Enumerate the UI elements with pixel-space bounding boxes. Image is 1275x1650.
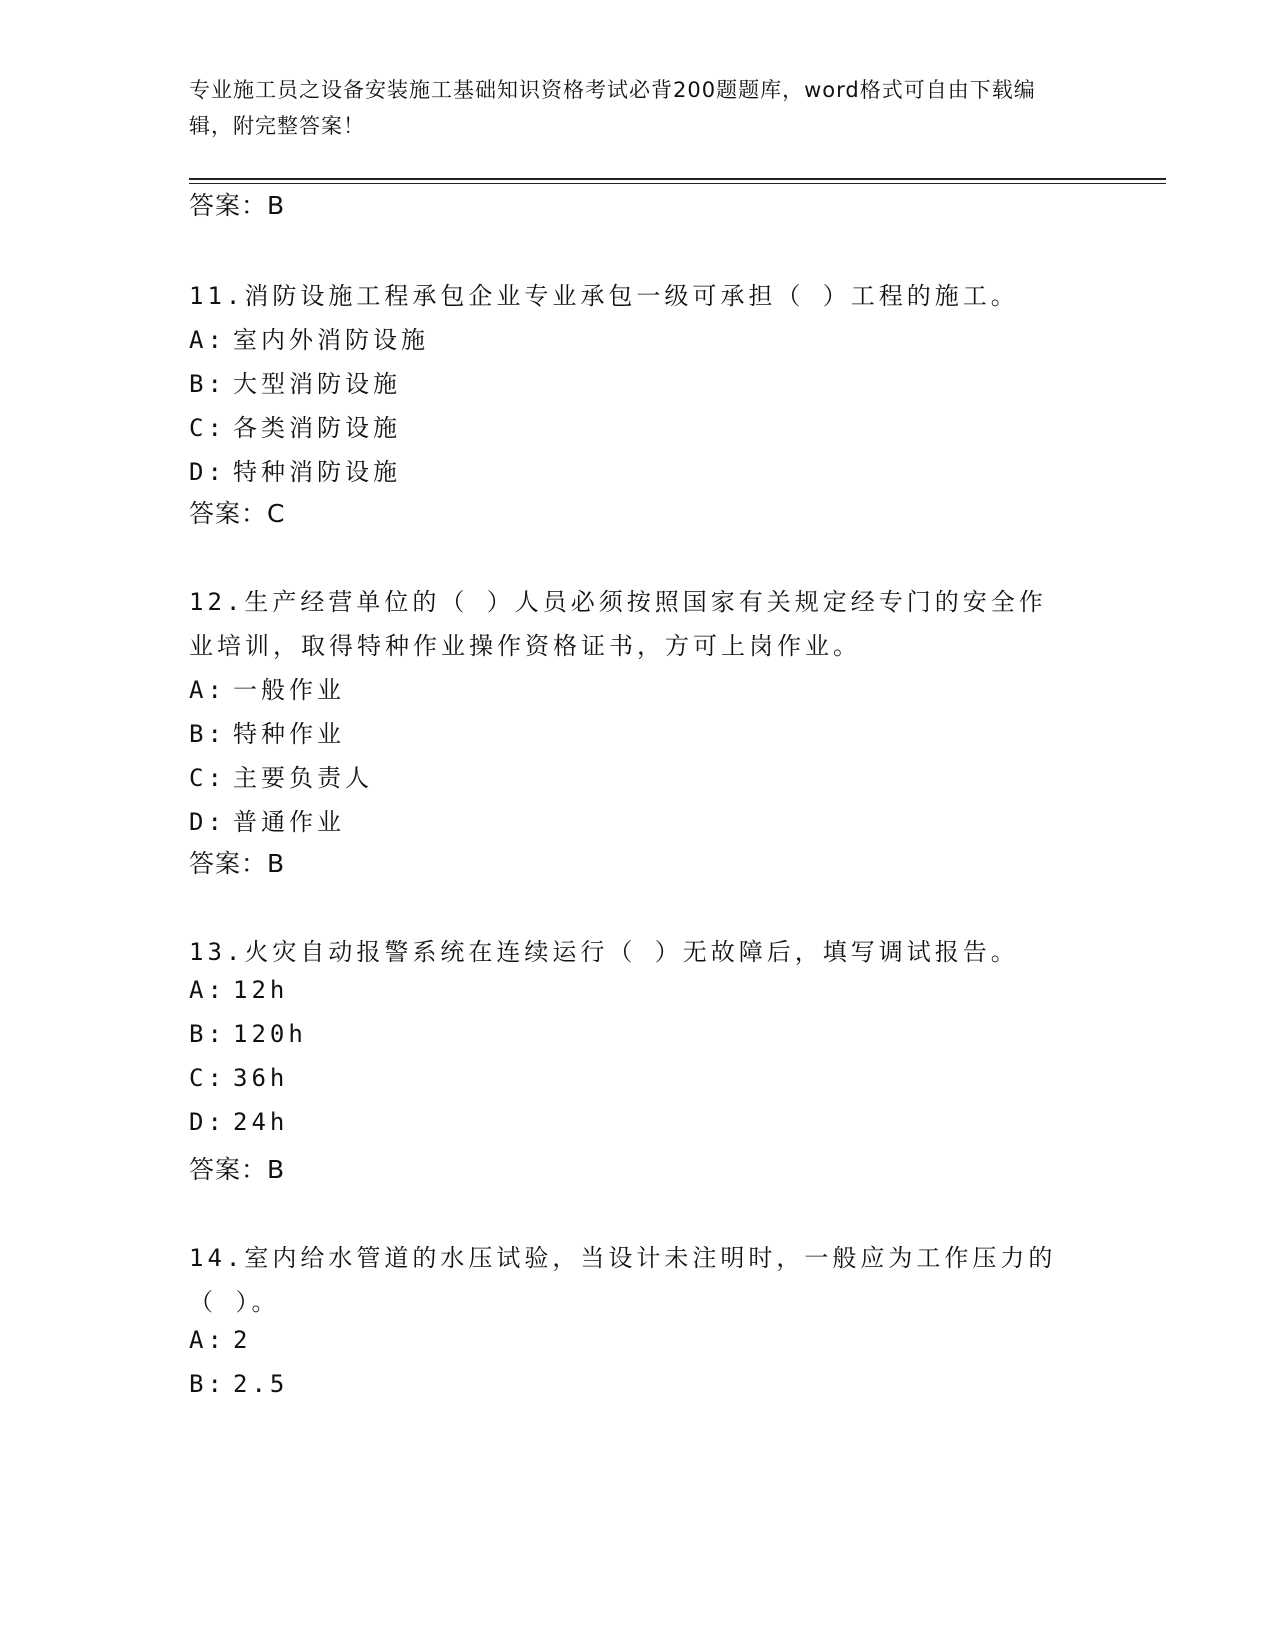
option-label: A: (189, 326, 226, 354)
option-text: 各类消防设施 (233, 414, 401, 442)
option-text: 120h (233, 1020, 307, 1048)
question-14-stem-line-2: （ ）。 (189, 1288, 280, 1316)
option-text: 室内外消防设施 (233, 326, 429, 354)
option-label: B: (189, 720, 226, 748)
question-13-stem: 13.火灾自动报警系统在连续运行（ ）无故障后，填写调试报告。 (189, 938, 1019, 966)
question-11-option-c (189, 408, 401, 443)
option-label: D: (189, 458, 226, 486)
option-text: 普通作业 (233, 808, 345, 836)
question-12-option-b (189, 714, 345, 749)
question-12-option-a (189, 670, 345, 705)
question-11-answer: 答案：C (189, 499, 286, 528)
question-11-option-d (189, 452, 401, 487)
header-divider (189, 178, 1166, 184)
question-11-option-b (189, 364, 401, 399)
option-label: C: (189, 1064, 226, 1092)
question-11-option-a (189, 320, 429, 355)
question-14-stem-line-1: 14.室内给水管道的水压试验，当设计未注明时，一般应为工作压力的 (189, 1244, 1057, 1272)
option-label: A: (189, 976, 226, 1004)
question-13-option-b (189, 1020, 307, 1048)
question-11-stem: 11.消防设施工程承包企业专业承包一级可承担（ ）工程的施工。 (189, 282, 1019, 310)
option-text: 12h (233, 976, 289, 1004)
question-14-option-b (189, 1370, 288, 1398)
question-13-option-c (189, 1064, 288, 1092)
question-13-answer: 答案：B (189, 1155, 286, 1184)
option-text: 2 (233, 1326, 252, 1354)
question-12-answer: 答案：B (189, 849, 286, 878)
option-label: A: (189, 676, 226, 704)
option-text: 2.5 (233, 1370, 289, 1398)
option-text: 24h (233, 1108, 289, 1136)
option-text: 36h (233, 1064, 289, 1092)
option-label: B: (189, 1020, 226, 1048)
option-text: 特种作业 (233, 720, 345, 748)
question-12-option-c (189, 758, 373, 793)
question-12-stem-line-1: 12.生产经营单位的（ ）人员必须按照国家有关规定经专门的安全作 (189, 588, 1047, 616)
question-13-option-d (189, 1108, 288, 1136)
option-label: D: (189, 1108, 226, 1136)
option-text: 主要负责人 (233, 764, 373, 792)
option-text: 大型消防设施 (233, 370, 401, 398)
question-12-option-d (189, 802, 345, 837)
option-label: B: (189, 1370, 226, 1398)
option-label: B: (189, 370, 226, 398)
question-13-option-a (189, 976, 288, 1004)
option-label: D: (189, 808, 226, 836)
question-14-option-a (189, 1326, 251, 1354)
question-12-stem-line-2: 业培训，取得特种作业操作资格证书，方可上岗作业。 (189, 632, 861, 660)
option-label: C: (189, 764, 226, 792)
document-header: 专业施工员之设备安装施工基础知识资格考试必背200题题库，word格式可自由下载编辑，附完整答案！ (189, 78, 1036, 138)
option-label: A: (189, 1326, 226, 1354)
option-text: 一般作业 (233, 676, 345, 704)
previous-answer: 答案：B (189, 191, 286, 220)
option-label: C: (189, 414, 226, 442)
option-text: 特种消防设施 (233, 458, 401, 486)
